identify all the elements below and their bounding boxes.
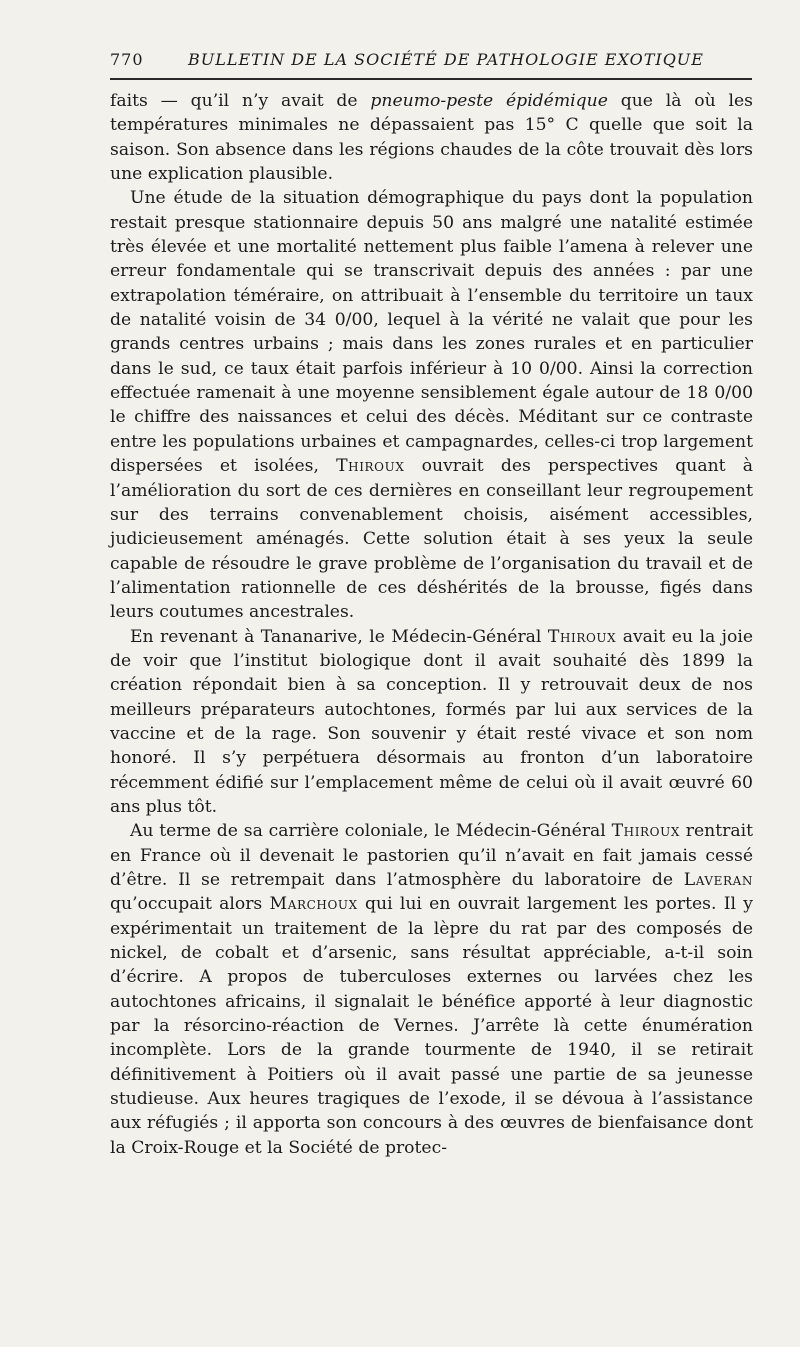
paragraph-text: que là où les températures minimales ne dépassaient pas 15° C quelle que soit la saison. Son absence dans les régions chaudes de la côte trouvait dès lors une explication plausible. — [110, 91, 753, 185]
paragraph-text: Au terme de sa carrière coloniale, le Médecin-Général — [130, 821, 612, 842]
page-number: 770 — [110, 50, 144, 69]
paragraph-text: Une étude de la situation démographique du pays dont la population restait presque stationnaire depuis 50 ans malgré une natalité estimée très élevée et une mortalité nettement plus faible l’amena à relever une erreur fondamentale qui se transcrivait depuis des années : par une extrapolation téméraire, on attribuait à l’ensemble du territoire un taux de natalité voisin de 34 0/00, lequel à la vérité ne valait que pour les grands centres urbains ; mais dans les zones rurales et en particulier dans le sud, ce taux était parfois inférieur à 10 0/00. Ainsi la correction effectuée ramenait à une moyenne sensiblement égale autour de 18 0/00 le chiffre des naissances et celui des décès. Méditant sur ce contraste entre les populations urbaines et campagnardes, celles-ci trop largement dispersées et isolées, — [110, 188, 753, 477]
paragraph-text: faits — qu’il n’y avait de — [110, 91, 371, 111]
paragraph-text: qu’occupait alors — [110, 894, 270, 915]
paragraph-2 — [110, 186, 753, 624]
person-name: Marchoux — [269, 894, 358, 915]
running-title: BULLETIN DE LA SOCIÉTÉ DE PATHOLOGIE EXOTIQUE — [188, 50, 704, 69]
paragraph-text: En revenant à Tananarive, le Médecin-Général — [130, 626, 548, 647]
page-header — [110, 50, 752, 78]
paragraph-text: ouvrait des perspectives quant à l’amélioration du sort de ces dernières en conseillant leur regroupement sur des terrains convenablement choisis, aisément accessibles, judicieusement aménagés. Cette solution était à ses yeux la seule capable de résoudre le grave problème de l’organisation du travail et de l’alimentation rationnelle de ces déshérités de la brousse, figés dans leurs coutumes ancestrales. — [110, 456, 753, 623]
paragraph-text: qui lui en ouvrait largement les portes. Il y expérimentait un traitement de la lèpre du rat par des composés de nickel, de cobalt et d’arsenic, sans résultat appréciable, a-t-il soin d’écrire. A propos de tuberculoses externes ou larvées chez les autochtones africains, il signalait le bénéfice apporté à leur diagnostic par la résorcino-réaction de Vernes. J’arrête là cette énumération incomplète. Lors de la grande tourmente de 1940, il se retirait définitivement à Poitiers où il avait passé une partie de sa jeunesse studieuse. Aux heures tragiques de l’exode, il se dévoua à l’assistance aux réfugiés ; il apporta son concours à des œuvres de bienfaisance dont la Croix-Rouge et la Société de protec- — [110, 894, 753, 1158]
paragraph-1 — [110, 89, 753, 186]
person-name: Thiroux — [547, 626, 617, 647]
paragraph-3 — [110, 625, 753, 820]
italic-term: pneumo-peste épidémique — [370, 91, 608, 111]
person-name: Laveran — [683, 870, 753, 890]
person-name: Thiroux — [336, 456, 405, 477]
person-name: Thiroux — [611, 821, 680, 842]
paragraph-4 — [110, 819, 753, 1160]
header-rule — [110, 78, 752, 80]
paragraph-text: avait eu la joie de voir que l’institut biologique dont il avait souhaité dès 1899 la création répondait bien à sa conception. Il y retrouvait deux de nos meilleurs préparateurs autochtones, formés par lui aux services de la vaccine et de la rage. Son souvenir y était resté vivace et son nom honoré. Il s’y perpétuera désormais au fronton d’un laboratoire récemment édifié sur l’emplacement même de celui où il avait œuvré 60 ans plus tôt. — [110, 626, 753, 817]
paragraph-text: rentrait en France où il devenait le pastorien qu’il n’avait en fait jamais cessé d’être. Il se retrempait dans l’atmosphère du laboratoire de — [110, 821, 753, 890]
body-text — [110, 89, 753, 1160]
